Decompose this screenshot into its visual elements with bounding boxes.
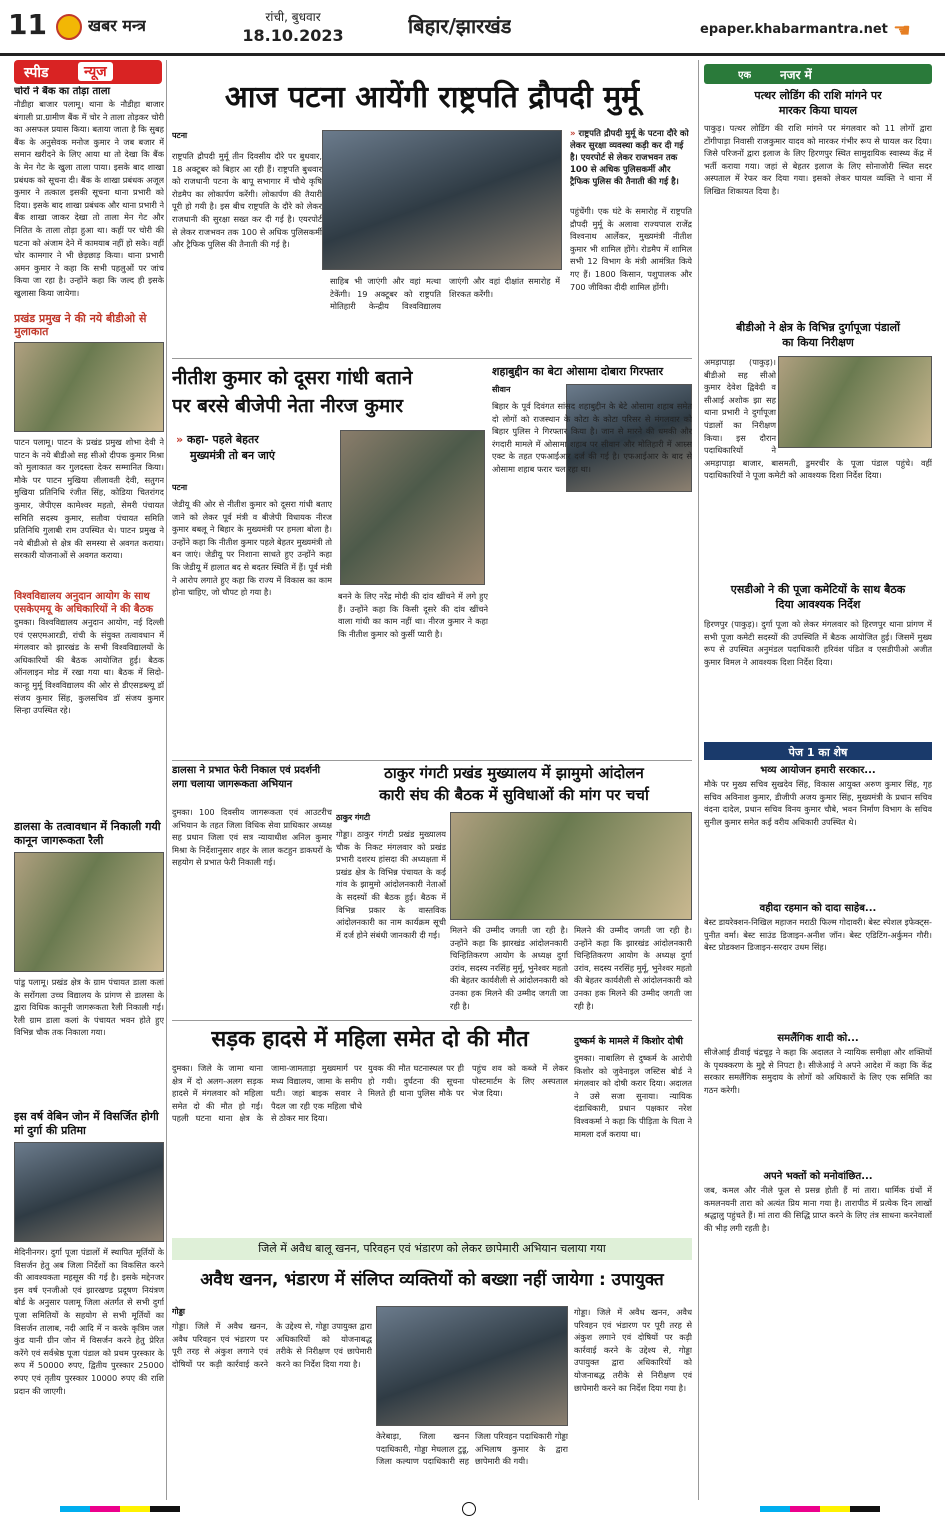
nazar-badge xyxy=(704,64,932,84)
bdo-body xyxy=(704,356,932,566)
accident-headline: सड़क हादसे में महिला समेत दो की मौत xyxy=(211,1027,529,1052)
waheeda-headline: वहीदा रहमान को दादा साहेब... xyxy=(759,903,877,914)
osama-body: बिहार के पूर्व दिवंगत सांसद शहाबुद्दीन के बेटे ओसामा शहाब समेत दो लोगों को राजस्थान के कोटा के कोटा परिसर से मंगलवार को बिहार पुलिस ने गिरफ्तार किया है। जान से मारने की धमकी और रंगदारी मामले में ओसामा शहाब पर सीवान और मोतिहारी में आम्र्स एक्ट के तहत एफआईआर दर्ज की गई है। एफआईआर के बाद से ओसामा शहाब फरार चल रहा था। xyxy=(492,401,692,474)
news-title: इस वर्ष वेबिन जोन में विसर्जित होगी मां दुर्गा की प्रतिमा xyxy=(14,1110,159,1137)
nitish-dateline: पटना xyxy=(172,483,188,492)
sdo-headline-1: एसडीओ ने की पूजा कमेटियों के साथ बैठक xyxy=(730,583,906,596)
kicker-line-1: कहा- पहले बेहतर xyxy=(186,433,259,446)
jhamumo-headline-1: ठाकुर गंगटी प्रखंड मुख्यालय में झामुमो आंदोलन xyxy=(384,764,644,782)
news-title: विश्वविद्यालय अनुदान आयोग के साथ एसकेएमयू के अधिकारियों ने की बैठक xyxy=(14,591,154,615)
dalsa-headline-1: डालसा ने प्रभात फेरी निकाल एवं प्रदर्शनी xyxy=(172,765,321,776)
lead-body-2: साहिब भी जाएंगी और वहां मत्था टेकेंगी। 19 अक्टूबर को राष्ट्रपति मोतिहारी केन्द्रीय विश्वविद्यालय जाएंगी और वहां दीक्षांत समारोह में शिरकत करेंगी। xyxy=(330,276,560,312)
sdo-body: हिरणपुर (पाकुड़)। दुर्गा पूजा को लेकर मंगलवार को हिरणपुर थाना प्रांगण में सभी पूजा कमेटी सदस्यों की उपस्थिति में बैठक आयोजित हुई। जिसमें मुख्य रूप से उपस्थित अनुमंडल पदाधिकारी हरिवंश पंडित व एसडीपीओ अजीत कुमार विमल ने आवश्यक दिशा निर्देश दिया। xyxy=(704,619,932,667)
nitish-headline-1: नीतीश कुमार को दूसरा गांधी बताने xyxy=(172,367,413,389)
speed-news-badge xyxy=(14,60,162,84)
news-body: पांडु पलामू। प्रखंड क्षेत्र के ग्राम पंचायत डाला कलां के सरोंगला उच्च विद्यालय के प्रांगण से डालसा के द्वारा विधिक कानूनी जागरूकता रैली निकाली गई। रैली ग्राम डाला कलां के पंचायत भवन होते हुए विभिन्न चौक तक निकाला गया। xyxy=(14,977,164,1038)
marriage-body: सीजेआई डीवाई चंद्रचूड़ ने कहा कि अदालत ने न्यायिक समीक्षा और शक्तियों के पृथक्करण के मुद्दे से निपटा है। सीजेआई ने अपने आदेश में कहा कि केंद्र सरकार समलैंगिक समुदाय के लोगों को अधिकारों के लिए एक समिति का गठन करेगी। xyxy=(704,1047,932,1095)
marriage-headline: समलैंगिक शादी को... xyxy=(777,1033,859,1044)
news-title: प्रखंड प्रमुख ने की नये बीडीओ से मुलाकात xyxy=(14,312,147,338)
speed-news-column xyxy=(14,86,164,1496)
osama-dateline: सीवान xyxy=(492,385,511,394)
speed-label: स्पीड xyxy=(24,65,49,81)
lead-body-3: पहुंचेंगी। एक घंटे के समारोह में राष्ट्रपति द्रौपदी मुर्मू के अलावा राज्यपाल राजेंद्र विश्वनाथ आर्लेकर, मुख्यमंत्री नीतीश कुमार भी शामिल होंगे। रोडमैप में शामिल सभी 12 विभाग के मंत्री आमंत्रित किये गए हैं। 1800 किसान, पशुपालक और 700 जीविका दीदी शामिल होंगी। xyxy=(570,206,692,292)
nitish-body-2: बनने के लिए नरेंद्र मोदी की दांव खींचने में लगे हुए हैं। उन्होंने कहा कि किसी दूसरे की दांव खींचने वाला गांधी का काम नहीं था। नीरज कुमार ने कहा कि नीतीश कुमार को कुर्सी प्यारी है। xyxy=(338,591,488,639)
dalsa-headline-2: लगा चलाया जागरूकता अभियान xyxy=(172,779,293,790)
nitish-kicker: » कहा- पहले बेहतर मुख्यमंत्री तो बन जाएं xyxy=(176,432,346,472)
divider xyxy=(172,358,692,359)
stone-body: पाकुड़। पत्थर लोडिंग की राशि मांगने पर मंगलवार को 11 लोगों द्वारा टोंगीपाड़ा निवासी राजकुमार यादव को मारकर गंभीर रूप से घायल कर दिया। जिसे परिजनों द्वारा इलाज के लिए हिरणपुर स्थित सामुदायिक स्वास्थ्य केंद्र में भर्ती कराया गया। जहां से बेहतर इलाज के लिए सोनाजोरी स्थित सदर अस्पताल में रेफर कर दिया गया। इसको लेकर घायल व्यक्ति ने थाना में लिखित शिकायत दिया है। xyxy=(704,123,932,196)
page-number: 11 xyxy=(8,8,47,41)
jhamumo-body-3: मिलने की उम्मीद जगती जा रही है। उन्होंने कहा कि झारखंड आंदोलनकारी चिन्हितिकरण आयोग के अध्यक्ष दुर्गा उरांव, सदस्य नरसिंह मुर्मू, भुनेश्वर महतो की बेहतर कार्यशैली से आंदोलनकारी को उनका हक मिलने की उम्मीद जगती जा रही है। xyxy=(574,925,692,1011)
print-register-strip xyxy=(0,1500,945,1517)
nitish-headline-box xyxy=(172,364,484,428)
nitish-body: जेडीयू की ओर से नीतीश कुमार को दूसरा गांधी बताए जाने को लेकर पूर्व मंत्री व बीजेपी विधायक नीरज कुमार बबलू ने बिहार के मुख्यमंत्री पर हमला बोला है। उन्होंने कहा कि नीतीश कुमार पहले बेहतर मुख्यमंत्री तो बन जाएं। जेडीयू पर निशाना साधते हुए उन्होंने कहा कि जेडीयू में हालात बद से बदतर स्थिति में हैं। पूर्व मंत्री ने आरोप लगाते हुए कहा कि राज्य में विकास का काम होना चाहिए, जो चौपट हो गया है। xyxy=(172,499,332,598)
youth-body: दुमका। नाबालिग से दुष्कर्म के आरोपी किशोर को जुवेनाइल जस्टिस बोर्ड ने मंगलवार को दोषी करार दिया। अदालत ने उसे सजा सुनाया। न्यायिक दंडाधिकारी, प्रधान पक्षकार नरेश विश्वकर्मा ने कहा कि पीड़िता के पिता ने मामला दर्ज कराया था। xyxy=(574,1053,692,1139)
neeraj-kumar-photo xyxy=(340,430,485,585)
nazar-label-a: एक xyxy=(738,70,752,81)
lead-highlight: » राष्ट्रपति द्रौपदी मुर्मू के पटना दौरे को लेकर सुरक्षा व्यवस्था कड़ी कर दी गई है। एयरपोर्ट से लेकर राजभवन तक 100 से अधिक पुलिसकर्मी और ट्रैफिक पुलिस की तैनाती की गई है। xyxy=(570,129,689,187)
news-title: चोरों ने बैंक का तोड़ा ताला xyxy=(14,86,111,97)
jhamumo-body-2: मिलने की उम्मीद जगती जा रही है। उन्होंने कहा कि झारखंड आंदोलनकारी चिन्हितिकरण आयोग के अध्यक्ष दुर्गा उरांव, सदस्य नरसिंह मुर्मू, भुनेश्वर महतो की बेहतर कार्यशैली से आंदोलनकारी को उनका हक मिलने की उम्मीद जगती जा रही है। xyxy=(450,925,568,1011)
news-body: दुमका। विश्वविद्यालय अनुदान आयोग, नई दिल्ली एवं एसएमआरडी, रांची के संयुक्त तत्वावधान में मंगलवार को झारखंड के सभी विश्वविद्यालयों के अधिकारियों की बैठक आयोजित हुई। बैठक ऑनलाइन मोड में रखा गया था। बैठक में सिदो-कान्हू मुर्मू विश्वविद्यालय की ओर से डीएसडब्ल्यू डॉ संजय कुमार सिंह, कुलसचिव डॉ संजय कुमार सिन्हा उपस्थित रहे। xyxy=(14,617,164,716)
column-divider xyxy=(166,60,167,1500)
waheeda-body: बेस्ट डायरेक्शन-निखिल महाजन मराठी फिल्म गोदावरी। बेस्ट स्पेशल इफेक्ट्स-पुनीत वर्मा। बेस्ट साउंड डिजाइन-अनीश जॉन। बेस्ट एडिटिंग-अर्कुमन गौरी। बेस्ट प्रोडक्शन डिजाइन-सरदार उधम सिंह। xyxy=(704,917,932,953)
divider xyxy=(172,1020,692,1021)
nitish-headline-2: पर बरसे बीजेपी नेता नीरज कुमार xyxy=(172,395,403,417)
nazar-label-b: नजर में xyxy=(780,68,812,82)
raid-photo xyxy=(376,1306,568,1426)
lead-dateline: पटना xyxy=(172,131,188,140)
divider xyxy=(172,760,692,761)
welcome-body: मौके पर मुख्य सचिव सुखदेव सिंह, विकास आयुक्त अरुण कुमार सिंह, गृह सचिव अविनाश कुमार, डीजीपी अजय कुमार सिंह, मुख्यमंत्री के प्रधान सचिव वंदना दादेल, प्रधान सचिव विनय कुमार चौबे, भवन निर्माण विभाग के सचिव सुनील कुमार समेत कई वरीय अधिकारी उपस्थित थे। xyxy=(704,779,932,827)
lead-headline: आज पटना आयेंगी राष्ट्रपति द्रौपदी मुर्मू xyxy=(224,80,640,115)
lead-body-1: राष्ट्रपति द्रौपदी मुर्मू तीन दिवसीय दौरे पर बुधवार, 18 अक्टूबर को बिहार आ रही हैं। राष्ट्रपति बुधवार को राजधानी पटना के बापू सभागार में चौथे कृषि रोडमैप का लोकार्पण करेंगी। लोकार्पण की तैयारी पूरी हो गयी है। इस बीच राष्ट्रपति के दौरे को लेकर राजधानी की सुरक्षा सख्त कर दी गई है। एयरपोर्ट से लेकर राजभवन तक 100 से अधिक पुलिसकर्मी और ट्रैफिक पुलिस की तैनाती की गई है। xyxy=(172,151,322,250)
news-body: मेदिनीनगर। दुर्गा पूजा पंडालों में स्थापित मूर्तियों के विसर्जन हेतु अब जिला निर्देशों का विकसित करने की आवश्यकता महसूस की गई है। इसके मद्देनजर इस वर्ष एनजीओ एवं झारखण्ड प्रदूषण नियंत्रण बोर्ड के अनुसार पलामू जिला अंतर्गत से सभी दुर्गा पूजा समितियों के सहयोग से सभी मूर्तियों का विसर्जन तालाब, नदी आदि में न करके कृत्रिम जल कुंड यानी ग्रीन जोन में विसर्जन करने हेतु प्रेरित करेंगे एवं सर्वश्रेष्ठ पूजा पंडाल को प्रथम पुरस्कार के रूप में 50000 रुपए, द्वितीय पुरस्कार 25000 रुपए एवं तृतीय पुरस्कार 10000 रुपए की राशि प्रदान की जाएगी। xyxy=(14,1247,164,1396)
page-header xyxy=(0,0,945,56)
sdo-headline-2: दिया आवश्यक निर्देश xyxy=(775,598,861,611)
osama-headline: शहाबुद्दीन का बेटा ओसामा दोबारा गिरफ्तार xyxy=(492,365,664,378)
epaper-url[interactable]: epaper.khabarmantra.net xyxy=(700,22,888,37)
mining-body-2: केरेबाड़ा, जिला खनन पदाधिकारी, गोड्डा मेघलाल टुडू, जिला कल्याण पदाधिकारी सह जिला परिवहन पदाधिकारी गोड्डा अभिलाष कुमार के द्वारा छापेमारी की गयी। xyxy=(376,1431,568,1467)
dateline-place: रांची, बुधवार xyxy=(265,10,321,24)
brand-logo xyxy=(56,14,82,40)
mining-body-3: गोड्डा। जिले में अवैध खनन, अवैध परिवहन एवं भंडारण पर पूरी तरह से अंकुश लगाने एवं दोषियों पर कड़ी कार्रवाई करने के उद्देश्य से, गोड्डा उपायुक्त द्वारा अधिकारियों को योजनाबद्ध तरीके से निरीक्षण एवं छापेमारी करने का निर्देश दिया गया है। xyxy=(574,1307,692,1393)
accident-headline-box xyxy=(172,1024,568,1058)
bdo-meeting-photo xyxy=(14,342,164,432)
jhamumo-dateline: ठाकुर गंगटी xyxy=(336,813,371,822)
register-mark-icon xyxy=(462,1502,476,1516)
jhamumo-headline-2: कारी संघ की बैठक में सुविधाओं की मांग पर चर्चा xyxy=(379,786,649,804)
page1-label: पेज 1 का शेष xyxy=(704,742,932,760)
news-title: डालसा के तत्वावधान में निकाली गयी कानून जागरूकता रैली xyxy=(14,820,161,847)
officer-photo xyxy=(14,1142,164,1242)
issue-date: 18.10.2023 xyxy=(242,26,344,45)
mining-headline: अवैध खनन, भंडारण में संलिप्त व्यक्तियों को बख्शा नहीं जायेगा : उपायुक्त xyxy=(200,1270,664,1290)
stone-headline-2: मारकर किया घायल xyxy=(778,104,858,117)
accident-body-2: युवक की मौत घटनास्थल पर ही हो गयी। दुर्घटना की सूचना मिलते ही थाना पुलिस मौके पर पहुंच शव को कब्जे में लेकर पोस्टमार्टम के लिए अस्पताल भेज दिया। xyxy=(368,1063,568,1099)
bdo-headline-1: बीडीओ ने क्षेत्र के विभिन्न दुर्गापूजा पंडालों xyxy=(736,321,900,334)
lead-headline-box xyxy=(172,74,692,124)
bdo-body-text: अमड़ापाड़ा (पाकुड़)। बीडीओ सह सीओ कुमार देवेश द्विवेदी व सीआई अशोक झा सह थाना प्रभारी ने दुर्गापूजा पंडालों का निरीक्षण किया। इस दौरान पदाधिकारियों ने अमड़ापाड़ा बाजार, बासमती, डुमरचीर के पूजा पंडाल पहुंचे। वहीं पदाधिकारियों ने पूजा कमेटी को आवश्यक दिशा निर्देश दिया। xyxy=(704,357,932,481)
news-body: नौडीहा बाजार पलामू। थाना के नौडीहा बाजार बंगाली प्रा.ग्रामीण बैंक में चोर ने ताला तोड़कर चोरी का असफल प्रयास किया। बताया जाता है कि सुबह बैंक के अनुसेवक मनोज कुमार ने जब बजार में समान खरीदने के लिए आया था तो देखा कि बैंक के मेन गेट के खुला ताला पाया। इसके बाद शाखा प्रबंधक को सूचना दी। बैंक के शाखा प्रबंधक अजूल कुमार ने तत्काल इसकी सूचना थाना प्रभारी को दिया। इसके बाद शाखा प्रबंधक और थाना प्रभारी ने बैंक शाखा जाकर देखा तो ताला मेन गेट और नितित के ताला तोड़ा हुआ था। कहीं पर चोरी की घटना को अंजाम देने में कामयाब नहीं हो सके। वहीं चोर कामगार ने भी छेड़छाड़ किया। थाना प्रभारी अमन कुमार ने कहा कि सभी पहलुओं पर जांच किया जा रहा है। उन्होंने कहा कि जल्द ही इसके खुलासा किया जायेगा। xyxy=(14,99,164,298)
mining-dateline: गोड्डा xyxy=(172,1307,185,1316)
dalsa-body: दुमका। 100 दिवसीय जागरूकता एवं आउटरीच अभियान के तहत जिला विधिक सेवा प्राधिकार अध्यक्ष सह प्रधान जिला एवं सत्र न्यायाधीश अनिल कुमार मिश्रा के निर्देशानुसार शहर के लाल कटहुन डाकघरों के सहयोग से प्रभात फेरी निकाली गई। xyxy=(172,807,332,868)
color-bar-right xyxy=(760,1506,880,1512)
dalsa-headline xyxy=(172,764,332,804)
president-photo xyxy=(322,130,562,270)
mining-headline-box xyxy=(172,1262,692,1302)
bdo-headline xyxy=(704,320,932,352)
column-divider xyxy=(698,60,699,1500)
stone-headline-1: पत्थर लोडिंग की राशि मांगने पर xyxy=(754,89,882,102)
pointing-hand-icon: ☚ xyxy=(893,18,911,42)
jhamumo-meeting-photo xyxy=(450,812,692,920)
stone-headline xyxy=(704,88,932,120)
devotees-body: जब, कमल और नीले फूल से प्रसन्न होती हैं मां तारा। धार्मिक ग्रंथों में कमलनयनी तारा को अत्यंत प्रिय माना गया है। तारापीठ में प्रत्येक दिन लाखों श्रद्धालु पहुंचते हैं। मां तारा की सिद्धि प्राप्त करने के लिए तंत्र साधना करनेवालों की भीड़ लगी रहती है। xyxy=(704,1185,932,1233)
bdo-headline-2: का किया निरीक्षण xyxy=(782,336,854,349)
brand-name: खबर मन्त्र xyxy=(88,16,146,35)
mining-kicker: जिले में अवैध बालू खनन, परिवहन एवं भंडारण को लेकर छापेमारी अभियान चलाया गया xyxy=(172,1238,692,1260)
welcome-headline: भव्य आयोजन हमारी सरकार... xyxy=(760,765,876,776)
color-bar-left xyxy=(60,1506,180,1512)
jhamumo-headline-box xyxy=(336,762,692,808)
accident-body: दुमका। जिले के जामा थाना क्षेत्र में दो अलग-अलग सड़क हादसे में मंगलवार को महिला समेत दो की मौत हो गई। पहली घटना थाना क्षेत्र के जामा-जामताड़ा मुख्यमार्ग पर मध्य विद्यालय, जामा के समीप घटी। जहां बाइक सवार ने पैदल जा रही एक महिला चौथे से ठोकर मार दिया। xyxy=(172,1063,362,1124)
sdo-headline xyxy=(704,582,932,614)
kicker-line-2: मुख्यमंत्री तो बन जाएं xyxy=(190,449,275,462)
section-title: बिहार/झारखंड xyxy=(408,14,512,38)
news-label: न्यूज xyxy=(78,62,113,81)
news-body: पाटन पलामू। पाटन के प्रखंड प्रमुख शोभा देवी ने पाटन के नये बीडीओ सह सीओ दीपक कुमार मिश्रा को मुलाकात कर गुलदस्ता देकर सम्मानित किया। मौके पर पाटन मुखिया लीलावती देवी, सतुगन मुखिया प्रतिनिधि रंजीत सिंह, कोडिया चितरांगद कुमार, जेपीएस कामेश्वर महतो, सेमरी पंचायत समिति सदस्य कुमार, सतौवा पंचायत समिति प्रतिनिधि गुलाबी राम उपस्थित थे। पाटन प्रमुख ने नये बीडीओ से क्षेत्र की समस्या से अवगत कराया। सरकारी योजनाओं से अवगत कराया। xyxy=(14,437,164,561)
mining-body: गोड्डा। जिले में अवैध खनन, अवैध परिवहन एवं भंडारण पर पूरी तरह से अंकुश लगाने एवं दोषियों पर कड़ी कार्रवाई करने के उद्देश्य से, गोड्डा उपायुक्त द्वारा अधिकारियों को योजनाबद्ध तरीके से निरीक्षण एवं छापेमारी करने का निर्देश दिया गया है। xyxy=(172,1321,372,1369)
youth-headline: दुष्कर्म के मामले में किशोर दोषी xyxy=(574,1036,683,1047)
jhamumo-body: गोड्डा। ठाकुर गंगटी प्रखंड मुख्यालय चौक के निकट मंगलवार को प्रखंड प्रभारी दशरथ हांसदा की अध्यक्षता में प्रखंड क्षेत्र के विभिन्न पंचायत के कई गांव के झामुमो आंदोलनकारी नेताओं के सदस्यों की बैठक हुई। बैठक में विभिन्न प्रकार के वास्तविक आंदोलनकारी का नाम कार्यक्रम सूची में दर्ज होने संबंधी जानकारी दी गई। xyxy=(336,829,446,940)
devotees-headline: अपने भक्तों को मनोवांछित... xyxy=(763,1171,873,1182)
rally-photo xyxy=(14,852,164,972)
lead-highlight-text: राष्ट्रपति द्रौपदी मुर्मू के पटना दौरे को लेकर सुरक्षा व्यवस्था कड़ी कर दी गई है। एयरपोर्ट से लेकर राजभवन तक 100 से अधिक पुलिसकर्मी और ट्रैफिक पुलिस की तैनाती की गई है। xyxy=(570,129,689,187)
